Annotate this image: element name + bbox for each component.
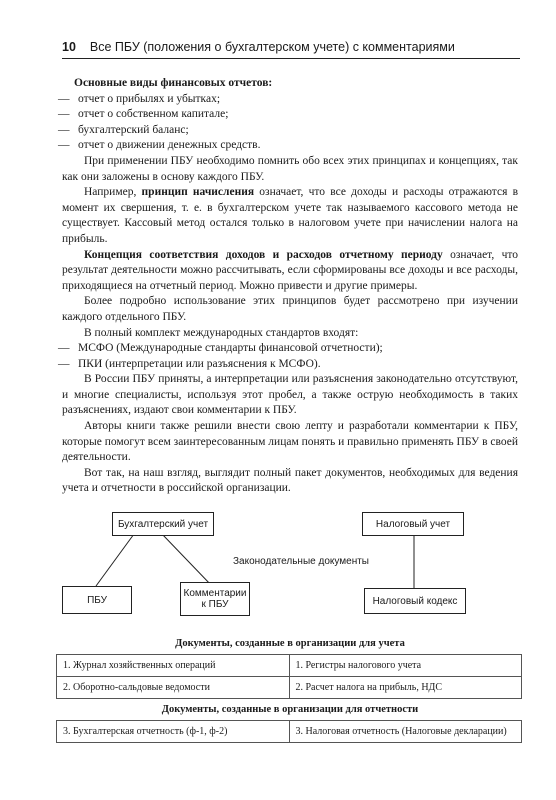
- table-row: [57, 721, 522, 743]
- paragraph: Более подробно использование этих принципов будет рассмотрено при изучении каждого отдельного ПБУ.: [62, 295, 518, 323]
- list-item: — ПКИ (интерпретации или разъяснения к МСФО).: [62, 357, 518, 373]
- paragraph-text: означает, что результат деятельности можно рассчитывать, если сформированы все доходы и все расходы, приходящиеся на отчетный период. Можно привести и другие примеры.: [62, 248, 518, 292]
- list-item: — отчет о собственном капитале;: [62, 107, 518, 123]
- bold-term: Концепция соответствия доходов и расходов отчетному периоду: [84, 248, 443, 261]
- page-number: 10: [62, 40, 76, 54]
- box-tax-accounting: Налоговый учет: [362, 512, 464, 536]
- box-accounting: Бухгалтерский учет: [112, 512, 214, 536]
- table2-caption: Документы, созданные в организации для отчетности: [161, 704, 419, 715]
- box-pbu: ПБУ: [62, 586, 132, 614]
- reporting-documents-table: [56, 720, 522, 743]
- running-header: [62, 40, 522, 54]
- table-cell: 2. Оборотно-сальдовые ведомости: [57, 677, 290, 699]
- paragraph-text: Например,: [84, 186, 142, 199]
- paragraph: Авторы книги также решили внести свою лепту и разработали комментарии к ПБУ, которые помогут всем заинтересованным лицам понять и правильно применять ПБУ в своей деятельности.: [62, 420, 518, 464]
- documents-diagram: [62, 512, 522, 632]
- paragraph-text: означает, что все доходы и расходы отражаются в момент их свершения, т. е. в бухгалтерском учете так называемого кассового метода не существует. Кассовый метод остался только в налоговом учете при начислении налога на прибыль.: [62, 186, 518, 245]
- paragraph: В полный комплект международных стандартов входят:: [84, 326, 359, 339]
- table-cell: 1. Регистры налогового учета: [289, 655, 522, 677]
- list-item: — отчет о движении денежных средств.: [62, 138, 518, 154]
- table-cell: 3. Налоговая отчетность (Налоговые декларации): [289, 721, 522, 743]
- table-row: [57, 677, 522, 699]
- reports-heading: Основные виды финансовых отчетов:: [74, 77, 273, 89]
- paragraph: Вот так, на наш взгляд, выглядит полный пакет документов, необходимых для ведения учета и отчетности в российской организации.: [62, 466, 518, 495]
- paragraph: В России ПБУ приняты, а интерпретации или разъяснения законодательно отсутствуют, и многие специалисты, используя этот пробел, а также острую необходимость в таких разъяснениях, издают свои комментарии к ПБУ.: [62, 373, 518, 417]
- list-item: — отчет о прибылях и убытках;: [62, 92, 518, 108]
- running-title: Все ПБУ (положения о бухгалтерском учете) с комментариями: [89, 40, 455, 54]
- table1-caption: Документы, созданные в организации для учета: [175, 638, 405, 649]
- paragraph: [62, 185, 518, 247]
- list-item: — МСФО (Международные стандарты финансовой отчетности);: [62, 341, 518, 357]
- table-row: [57, 655, 522, 677]
- legislative-label: Законодательные документы: [230, 556, 372, 567]
- paragraph: [62, 248, 518, 295]
- box-tax-code: Налоговый кодекс: [364, 588, 466, 614]
- table-cell: 3. Бухгалтерская отчетность (ф-1, ф-2): [57, 721, 290, 743]
- box-comments: Комментарии к ПБУ: [180, 582, 250, 616]
- list-item: — бухгалтерский баланс;: [62, 123, 518, 139]
- header-rule: [62, 58, 520, 59]
- table-cell: 2. Расчет налога на прибыль, НДС: [289, 677, 522, 699]
- paragraph: При применении ПБУ необходимо помнить обо всех этих принципах и концепциях, так как они заложены в основу каждого ПБУ.: [62, 154, 518, 183]
- accounting-documents-table: [56, 654, 522, 699]
- table-cell: 1. Журнал хозяйственных операций: [57, 655, 290, 677]
- bold-term: принцип начисления: [141, 186, 255, 199]
- body-text: [62, 76, 518, 497]
